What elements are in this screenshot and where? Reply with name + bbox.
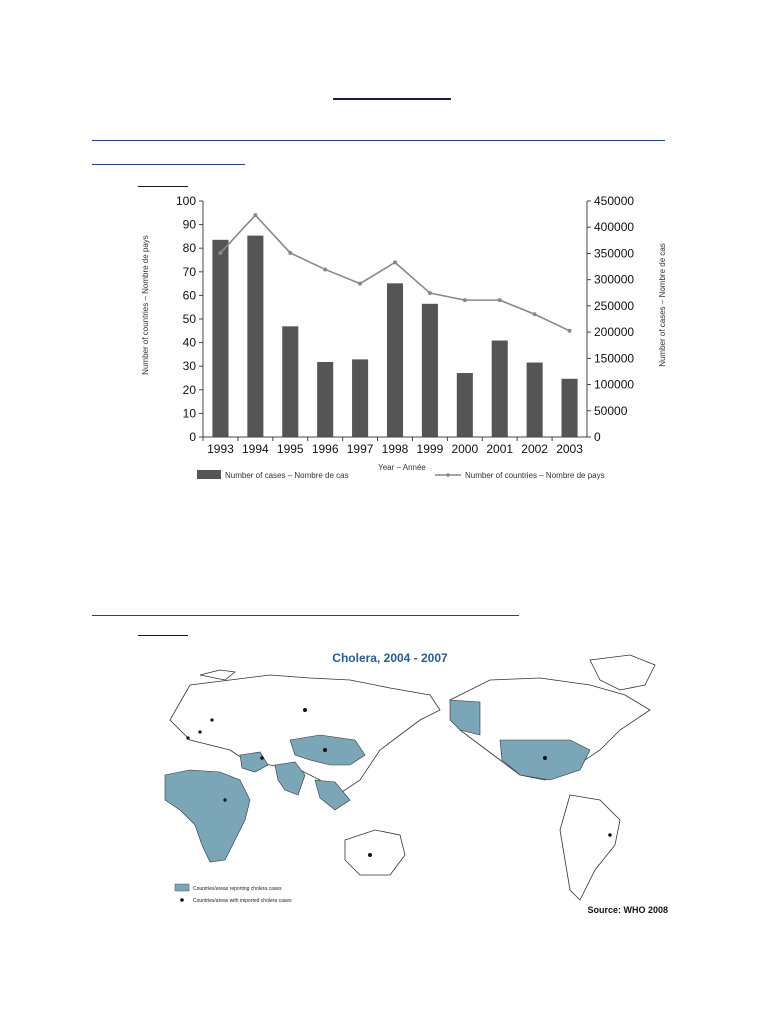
map-legend-imported-label: Countries/areas with imported cholera cases (193, 898, 292, 904)
land-alaska-reporting (450, 700, 480, 735)
line-point-countries (323, 267, 327, 271)
line-point-countries (428, 291, 432, 295)
line-point-countries (533, 312, 537, 316)
y-tick-left-label: 20 (182, 382, 196, 397)
x-tick-label: 1998 (381, 442, 409, 456)
land-greenland (590, 655, 655, 690)
bar-cases (457, 373, 473, 437)
section-rule-1 (92, 140, 665, 141)
bar-cases (247, 236, 263, 437)
y-tick-left-label: 90 (182, 217, 196, 232)
y-tick-left-label: 0 (189, 430, 196, 444)
map-source: Source: WHO 2008 (587, 905, 668, 915)
bar-cases (492, 341, 508, 437)
bar-cases (352, 359, 368, 437)
bar-cases (527, 363, 543, 437)
x-tick-label: 1999 (416, 442, 444, 456)
line-point-countries (463, 298, 467, 302)
y-tick-left-label: 30 (182, 359, 196, 374)
line-point-countries (393, 260, 397, 264)
line-point-countries (288, 251, 292, 255)
map-title: Cholera, 2004 - 2007 (332, 651, 448, 665)
y-tick-left-label: 50 (182, 312, 196, 326)
x-tick-label: 1997 (346, 442, 374, 456)
x-tick-label: 2000 (451, 442, 479, 456)
legend-line-label: Number of countries – Nombre de pays (465, 471, 605, 480)
line-point-countries (568, 329, 572, 333)
y-axis-right-label: Number of cases – Nombre de cas (658, 243, 667, 367)
y-tick-right-label: 350000 (594, 246, 635, 261)
land-greenland-arctic (200, 670, 235, 680)
x-tick-label: 1994 (242, 442, 269, 456)
legend-bar-swatch (197, 470, 221, 479)
bar-cases (562, 379, 578, 437)
y-tick-left-label: 70 (182, 264, 196, 279)
map-legend-reporting-label: Countries/areas reporting cholera cases (193, 886, 282, 892)
x-tick-label: 1993 (207, 442, 234, 456)
bar-cases (422, 304, 438, 437)
line-point-countries (498, 298, 502, 302)
y-tick-right-label: 200000 (594, 325, 635, 340)
y-tick-left-label: 10 (182, 406, 196, 421)
line-point-countries (218, 251, 222, 255)
section-rule-2 (92, 615, 519, 616)
cholera-map (150, 640, 670, 920)
land-africa-reporting (165, 770, 250, 862)
y-tick-left-label: 100 (175, 194, 196, 208)
y-axis-left-label: Number of countries – Nombre de pays (141, 235, 150, 375)
section-rule-1b (92, 164, 245, 165)
map-legend-imported-dot (180, 898, 184, 902)
line-point-countries (253, 213, 257, 217)
y-tick-right-label: 450000 (594, 194, 635, 208)
x-tick-label: 2001 (486, 442, 514, 456)
y-tick-right-label: 100000 (594, 377, 635, 392)
y-tick-right-label: 400000 (594, 220, 635, 235)
legend-bar-label: Number of cases – Nombre de cas (225, 471, 349, 480)
legend-line-marker (446, 473, 450, 477)
y-tick-right-label: 150000 (594, 351, 635, 366)
figure-rule-2 (138, 635, 188, 636)
cholera-chart-svg (135, 185, 667, 485)
land-australia (345, 830, 405, 875)
x-tick-label: 2002 (521, 442, 548, 456)
y-tick-right-label: 50000 (594, 403, 628, 418)
bar-cases (212, 240, 228, 437)
bar-cases (282, 326, 298, 437)
x-tick-label: 2003 (556, 442, 583, 456)
heading-rule-top (333, 98, 451, 100)
y-tick-left-label: 60 (182, 288, 196, 303)
bar-cases (317, 362, 333, 437)
y-tick-left-label: 40 (182, 335, 196, 350)
x-axis-label: Year – Année (378, 463, 426, 472)
y-tick-right-label: 250000 (594, 298, 635, 313)
cholera-map-svg (150, 640, 670, 920)
y-tick-left-label: 80 (182, 241, 196, 256)
land-south-america (560, 795, 620, 900)
bar-cases (387, 283, 403, 437)
y-tick-right-label: 300000 (594, 272, 635, 287)
x-tick-label: 1996 (311, 442, 339, 456)
x-tick-label: 1995 (276, 442, 304, 456)
map-legend-reporting-swatch (175, 884, 189, 891)
line-point-countries (358, 282, 362, 286)
cholera-chart (135, 185, 667, 485)
y-tick-right-label: 0 (594, 430, 601, 444)
